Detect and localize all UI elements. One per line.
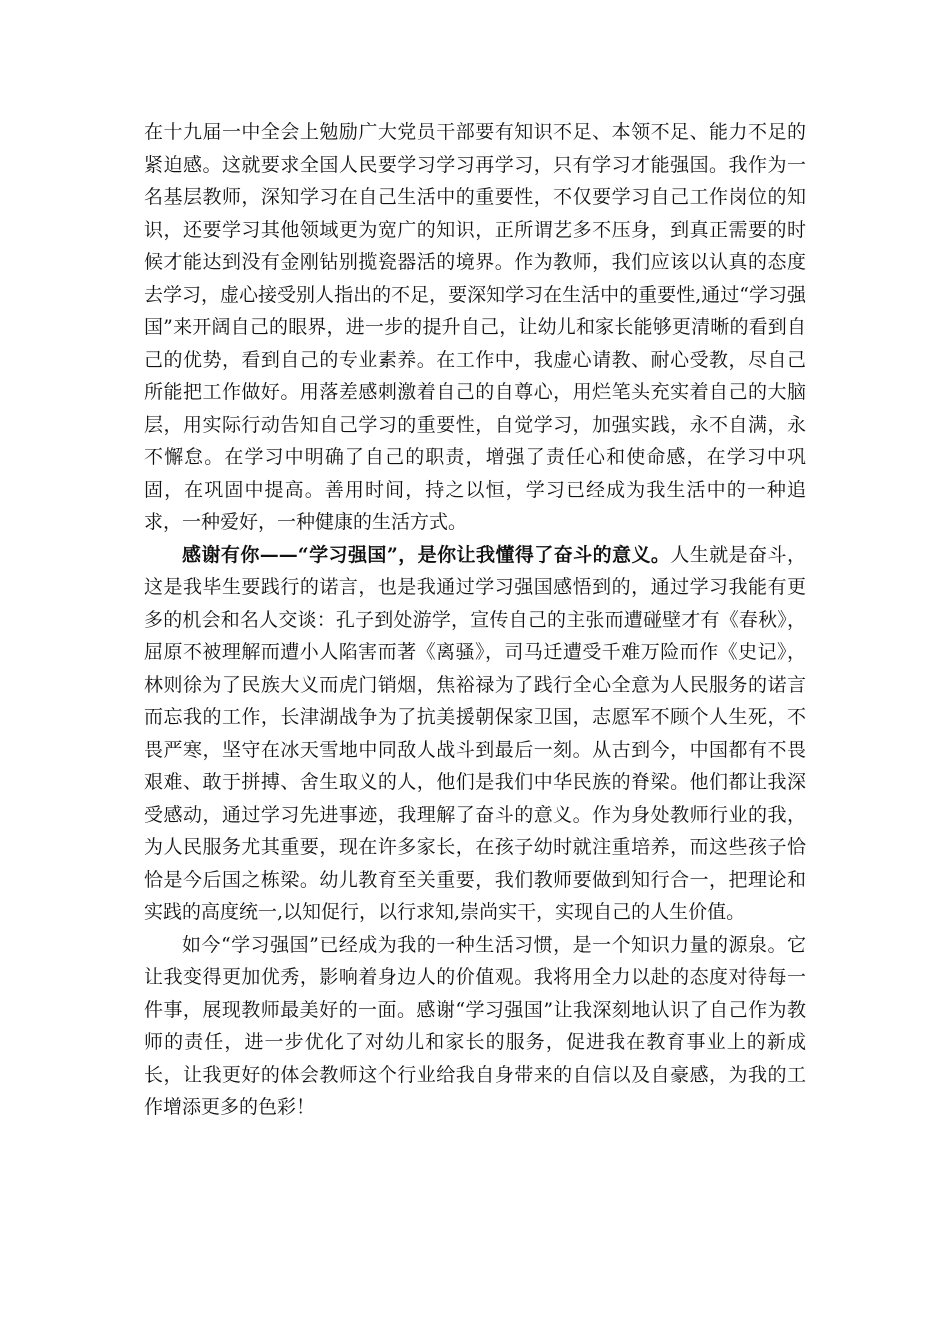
paragraph-1: 在十九届一中全会上勉励广大党员干部要有知识不足、本领不足、能力不足的紧迫感。这就要求全国人民要学习学习再学习，只有学习才能强国。我作为一名基层教师，深知学习在自己生活中的重要性，不仅要学习自己工作岗位的知识，还要学习其他领域更为宽广的知识，正所谓艺多不压身，到真正需要的时候才能达到没有金刚钻别揽瓷器活的境界。作为教师，我们应该以认真的态度去学习，虚心接受别人指出的不足，要深知学习在生活中的重要性,通过“学习强国”来开阔自己的眼界，进一步的提升自己，让幼儿和家长能够更清晰的看到自己的优势，看到自己的专业素养。在工作中，我虚心请教、耐心受教，尽自己所能把工作做好。用落差感刺激着自己的自尊心，用烂笔头充实着自己的大脑层，用实际行动告知自己学习的重要性，自觉学习，加强实践，永不自满，永不懈怠。在学习中明确了自己的职责，增强了责任心和使命感，在学习中巩固，在巩固中提高。善用时间，持之以恒，学习已经成为我生活中的一种追求，一种爱好，一种健康的生活方式。: [144, 121, 806, 533]
document-body: [144, 116, 806, 1124]
paragraph-2: [144, 539, 806, 929]
paragraph-2-lead: 感谢有你——“学习强国”，是你让我懂得了奋斗的意义。: [182, 543, 671, 566]
paragraph-3: 如今“学习强国”已经成为我的一种生活习惯，是一个知识力量的源泉。它让我变得更加优秀，影响着身边人的价值观。我将用全力以赴的态度对待每一件事，展现教师最美好的一面。感谢“学习强国”让我深刻地认识了自己作为教师的责任，进一步优化了对幼儿和家长的服务，促进我在教育事业上的新成长，让我更好的体会教师这个行业给我自身带来的自信以及自豪感，为我的工作增添更多的色彩！: [144, 933, 806, 1118]
paragraph-2-body: 人生就是奋斗，这是我毕生要践行的诺言，也是我通过学习强国感悟到的，通过学习我能有更多的机会和名人交谈：孔子到处游学，宣传自己的主张而遭碰壁才有《春秋》，屈原不被理解而遭小人陷害而著《离骚》，司马迁遭受千难万险而作《史记》，林则徐为了民族大义而虎门销烟，焦裕禄为了践行全心全意为人民服务的诺言而忘我的工作，长津湖战争为了抗美援朝保家卫国，志愿军不顾个人生死，不畏严寒，坚守在冰天雪地中同敌人战斗到最后一刻。从古到今，中国都有不畏艰难、敢于拼搏、舍生取义的人，他们是我们中华民族的脊梁。他们都让我深受感动，通过学习先进事迹，我理解了奋斗的意义。作为身处教师行业的我，为人民服务尤其重要，现在许多家长，在孩子幼时就注重培养，而这些孩子恰恰是今后国之栋梁。幼儿教育至关重要，我们教师要做到知行合一，把理论和实践的高度统一,以知促行，以行求知,崇尚实干，实现自己的人生价值。: [144, 543, 806, 923]
